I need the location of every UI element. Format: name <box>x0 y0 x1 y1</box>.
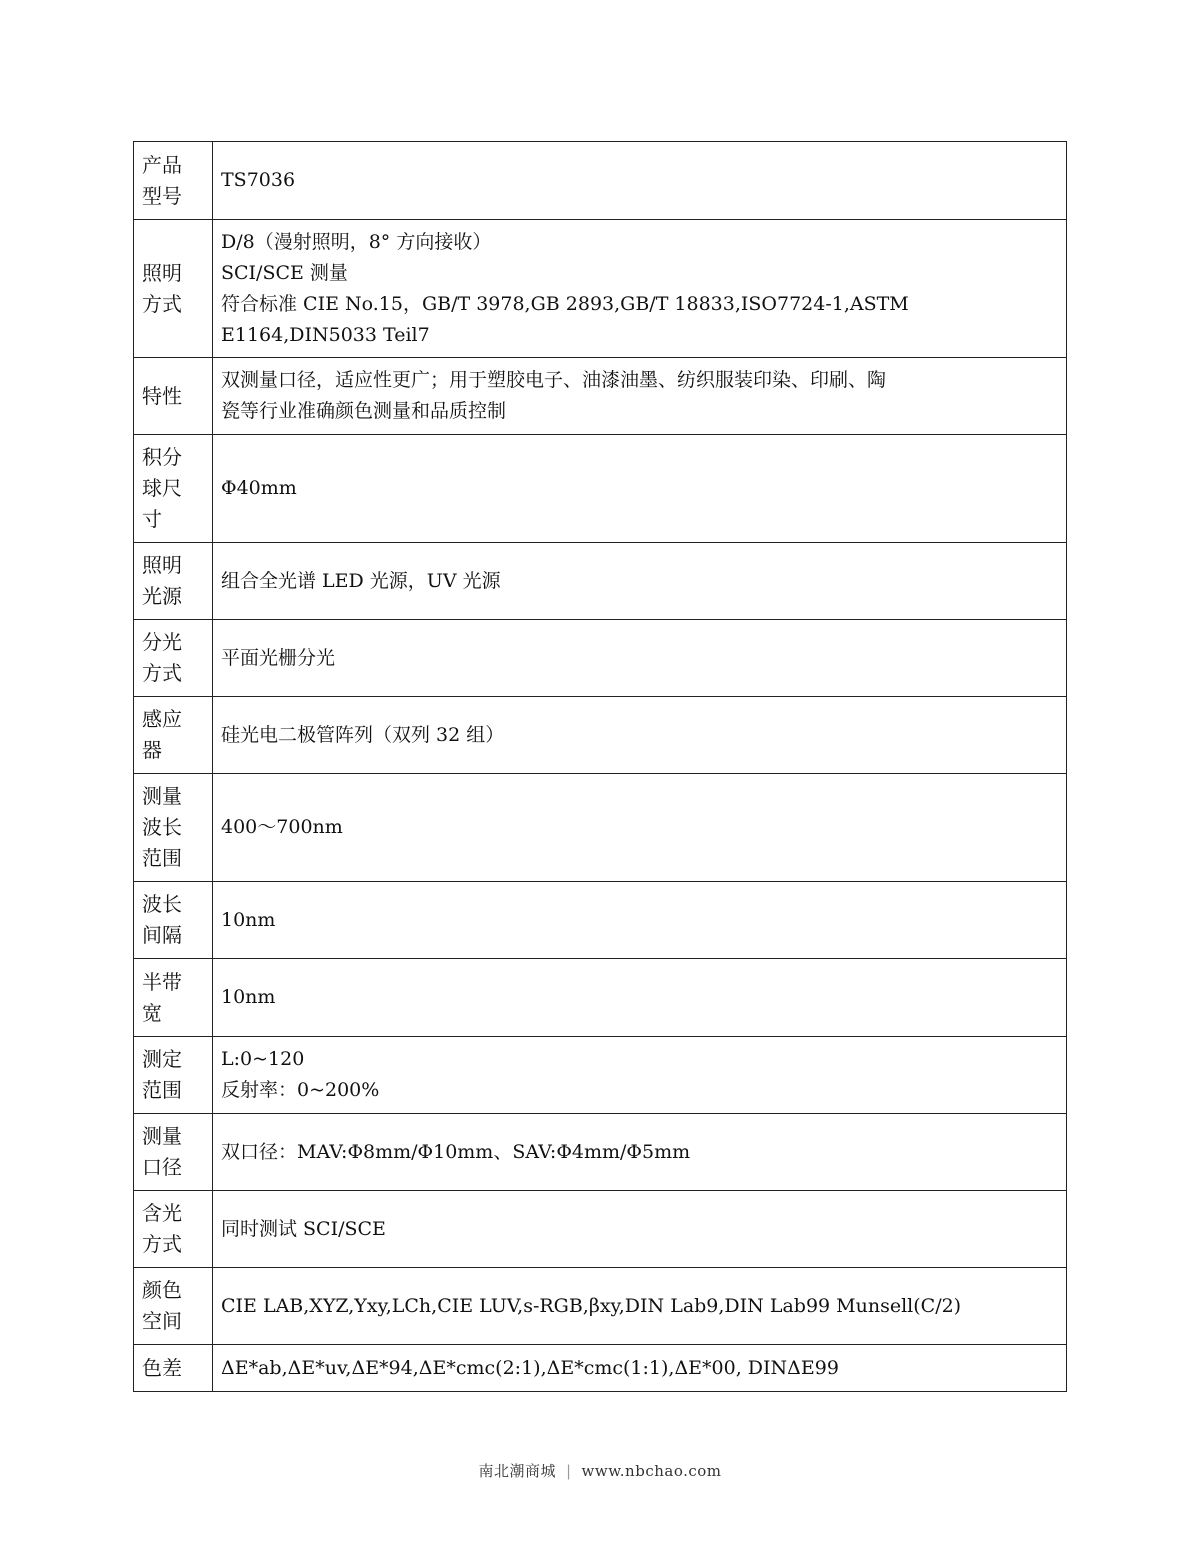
spec-label-line: 范围 <box>142 1078 182 1102</box>
spec-label-line: 型号 <box>142 183 182 208</box>
table-row <box>134 774 1067 882</box>
table-row <box>134 1345 1067 1392</box>
spec-value-line: L:0~120 <box>221 1048 305 1070</box>
spec-label <box>134 1268 213 1345</box>
spec-value <box>213 358 1067 435</box>
spec-value <box>213 697 1067 774</box>
spec-value <box>213 1268 1067 1345</box>
spec-label-line: 特性 <box>142 383 182 408</box>
spec-label <box>134 435 213 543</box>
spec-value-line: TS7036 <box>221 169 296 191</box>
table-row <box>134 220 1067 358</box>
spec-label <box>134 1345 213 1392</box>
spec-label-line: 间隔 <box>142 923 182 947</box>
spec-label-line: 方式 <box>142 661 182 685</box>
spec-label-line: 球尺 <box>142 476 182 500</box>
spec-label-line: 波长 <box>142 815 182 839</box>
footer <box>0 1460 1200 1481</box>
spec-value <box>213 959 1067 1037</box>
footer-separator: | <box>565 1462 572 1480</box>
spec-value-line: SCI/SCE 测量 <box>221 261 348 284</box>
spec-value-line: 10nm <box>221 908 276 931</box>
spec-label-line: 方式 <box>142 291 182 316</box>
spec-label-line: 寸 <box>142 507 162 531</box>
table-row <box>134 882 1067 959</box>
table-row <box>134 620 1067 697</box>
spec-label <box>134 358 213 435</box>
spec-value-line: 瓷等行业准确颜色测量和品质控制 <box>221 400 507 422</box>
spec-label-line: 产品 <box>142 152 182 177</box>
spec-label-line: 宽 <box>142 1000 162 1025</box>
spec-label-line: 分光 <box>142 630 182 654</box>
spec-label-line: 积分 <box>142 445 182 469</box>
table-row <box>134 959 1067 1037</box>
spec-value-line: 同时测试 SCI/SCE <box>221 1217 386 1240</box>
spec-label-line: 方式 <box>142 1232 182 1256</box>
spec-value-line: 组合全光谱 LED 光源，UV 光源 <box>221 569 501 592</box>
spec-value-line: 反射率：0~200% <box>221 1079 380 1101</box>
table-row <box>134 1114 1067 1191</box>
spec-label-line: 感应 <box>142 707 182 731</box>
spec-label <box>134 220 213 358</box>
spec-label <box>134 882 213 959</box>
spec-value <box>213 220 1067 358</box>
spec-label-line: 测量 <box>142 1124 182 1148</box>
spec-value <box>213 435 1067 543</box>
spec-label <box>134 1037 213 1114</box>
spec-label <box>134 959 213 1037</box>
spec-value-line: CIE LAB,XYZ,Yxy,LCh,CIE LUV,s-RGB,βxy,DIN Lab9,DIN Lab99 Munsell(C/2) <box>221 1294 962 1317</box>
spec-label <box>134 1114 213 1191</box>
spec-label-line: 颜色 <box>142 1278 182 1302</box>
spec-label-line: 范围 <box>142 846 182 870</box>
table-row <box>134 358 1067 435</box>
spec-label <box>134 774 213 882</box>
spec-label-line: 半带 <box>142 969 182 994</box>
spec-table <box>133 141 1067 1392</box>
table-row <box>134 142 1067 220</box>
spec-value-line: 400～700nm <box>221 816 343 838</box>
table-row <box>134 1268 1067 1345</box>
footer-url[interactable]: www.nbchao.com <box>581 1462 722 1480</box>
spec-label-line: 波长 <box>142 892 182 916</box>
spec-value-line: 符合标准 CIE No.15，GB/T 3978,GB 2893,GB/T 18833,ISO7724-1,ASTM <box>221 292 909 315</box>
spec-value-line: E1164,DIN5033 Teil7 <box>221 323 430 346</box>
spec-value <box>213 882 1067 959</box>
spec-label-line: 测定 <box>142 1047 182 1071</box>
table-row <box>134 435 1067 543</box>
spec-label-line: 色差 <box>142 1355 182 1380</box>
spec-value <box>213 543 1067 620</box>
spec-label-line: 含光 <box>142 1201 182 1225</box>
spec-value-line: Φ40mm <box>221 477 297 499</box>
spec-value <box>213 142 1067 220</box>
spec-value-line: 硅光电二极管阵列（双列 32 组） <box>221 723 505 746</box>
spec-value-line: 双口径：MAV:Φ8mm/Φ10mm、SAV:Φ4mm/Φ5mm <box>221 1140 691 1163</box>
table-row <box>134 543 1067 620</box>
spec-value-line: 10nm <box>221 986 276 1008</box>
spec-label-line: 空间 <box>142 1309 182 1333</box>
spec-label <box>134 620 213 697</box>
spec-value <box>213 620 1067 697</box>
spec-label-line: 照明 <box>142 260 182 285</box>
spec-label-line: 器 <box>142 738 162 762</box>
footer-site-name: 南北潮商城 <box>478 1462 556 1480</box>
spec-value <box>213 1037 1067 1114</box>
spec-value-line: ΔE*ab,ΔE*uv,ΔE*94,ΔE*cmc(2:1),ΔE*cmc(1:1),ΔE*00, DINΔE99 <box>221 1356 839 1379</box>
spec-label <box>134 543 213 620</box>
spec-label-line: 口径 <box>142 1155 182 1179</box>
table-row <box>134 697 1067 774</box>
spec-value <box>213 1114 1067 1191</box>
spec-value <box>213 774 1067 882</box>
spec-value <box>213 1191 1067 1268</box>
spec-value-line: 双测量口径，适应性更广；用于塑胶电子、油漆油墨、纺织服装印染、印刷、陶 <box>221 369 887 391</box>
spec-label <box>134 1191 213 1268</box>
spec-value-line: D/8（漫射照明，8° 方向接收） <box>221 230 492 253</box>
spec-value <box>213 1345 1067 1392</box>
spec-label <box>134 142 213 220</box>
spec-label-line: 测量 <box>142 784 182 808</box>
table-row <box>134 1037 1067 1114</box>
spec-label-line: 照明 <box>142 553 182 577</box>
spec-label-line: 光源 <box>142 584 182 608</box>
spec-label <box>134 697 213 774</box>
table-row <box>134 1191 1067 1268</box>
spec-value-line: 平面光栅分光 <box>221 646 336 669</box>
